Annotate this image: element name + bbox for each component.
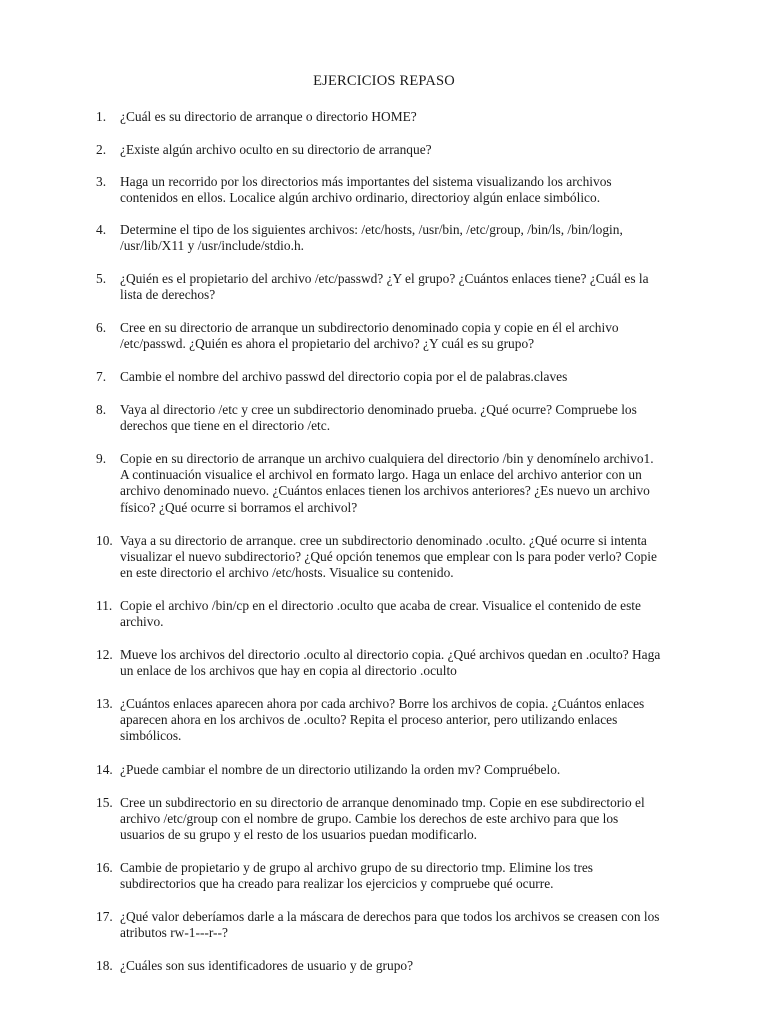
- exercise-item-18: [96, 958, 696, 974]
- exercise-number: 9.: [96, 451, 107, 466]
- exercise-text: ¿Existe algún archivo oculto en su directorio de arranque?: [120, 142, 432, 157]
- exercise-text: Haga un recorrido por los directorios más importantes del sistema visualizando los archivos contenidos en ellos. Localice algún archivo ordinario, directorioy algún enlace simbólico.: [120, 174, 612, 206]
- exercise-number: 6.: [96, 320, 107, 335]
- exercise-text: ¿Qué valor deberíamos darle a la máscara de derechos para que todos los archivos se creasen con los atributos rw-1---r--?: [120, 909, 660, 941]
- exercise-text: ¿Cuáles son sus identificadores de usuario y de grupo?: [120, 958, 414, 973]
- exercise-text: ¿Cuál es su directorio de arranque o directorio HOME?: [120, 109, 417, 124]
- exercise-item-11: [96, 598, 696, 630]
- exercise-text: Cambie de propietario y de grupo al archivo grupo de su directorio tmp. Elimine los tres subdirectorios que ha creado para realizar los ejercicios y compruebe qué ocurre.: [120, 860, 594, 892]
- exercise-item-5: [96, 271, 696, 303]
- exercise-item-10: [96, 533, 696, 582]
- exercise-number: 18.: [96, 958, 113, 973]
- exercise-number: 11.: [96, 598, 113, 613]
- exercise-text: Copie el archivo /bin/cp en el directorio .oculto que acaba de crear. Visualice el contenido de este archivo.: [120, 598, 641, 630]
- exercise-text: Vaya al directorio /etc y cree un subdirectorio denominado prueba. ¿Qué ocurre? Compruebe los derechos que tiene en el directorio /etc.: [120, 402, 637, 434]
- exercise-item-15: [96, 795, 696, 844]
- exercise-item-12: [96, 647, 696, 679]
- exercise-number: 13.: [96, 696, 113, 711]
- exercise-text: Vaya a su directorio de arranque. cree un subdirectorio denominado .oculto. ¿Qué ocurre si intenta visualizar el nuevo subdirectorio? ¿Qué opción tenemos que emplear con ls para poder verlo? Copie en este directorio el archivo /etc/hosts. Visualice su contenido.: [120, 533, 657, 581]
- exercise-item-6: [96, 320, 696, 352]
- exercise-number: 2.: [96, 142, 107, 157]
- exercise-item-8: [96, 402, 696, 434]
- exercise-text: ¿Puede cambiar el nombre de un directorio utilizando la orden mv? Compruébelo.: [120, 762, 561, 777]
- exercise-text: Determine el tipo de los siguientes archivos: /etc/hosts, /usr/bin, /etc/group, /bin/ls, /bin/login, /usr/lib/X11 y /usr/include/stdio.h.: [120, 222, 623, 254]
- exercise-item-7: [96, 369, 696, 385]
- exercise-number: 15.: [96, 795, 113, 810]
- exercise-text: ¿Cuántos enlaces aparecen ahora por cada archivo? Borre los archivos de copia. ¿Cuántos enlaces aparecen ahora en los archivos de .oculto? Repita el proceso anterior, pero utilizando enlaces simbólicos.: [120, 696, 645, 744]
- exercise-text: Mueve los archivos del directorio .oculto al directorio copia. ¿Qué archivos quedan en .oculto? Haga un enlace de los archivos que hay en copia al directorio .oculto: [120, 647, 661, 679]
- exercise-item-13: [96, 696, 696, 745]
- exercise-item-17: [96, 909, 696, 941]
- exercise-number: 7.: [96, 369, 107, 384]
- exercise-text: Cree un subdirectorio en su directorio de arranque denominado tmp. Copie en ese subdirectorio el archivo /etc/group con el nombre de grupo. Cambie los derechos de este archivo para que los usuarios de su grupo y el resto de los usuarios puedan modificarlo.: [120, 795, 645, 843]
- exercise-text: Copie en su directorio de arranque un archivo cualquiera del directorio /bin y denomínelo archivo1. A continuación visualice el archivol en formato largo. Haga un enlace del archivo anterior con un archivo denominado nuevo. ¿Cuántos enlaces tienen los archivos anteriores? ¿Es nuevo un archivo físico? ¿Qué ocurre si borramos el archivol?: [120, 451, 654, 515]
- exercise-text: Cambie el nombre del archivo passwd del directorio copia por el de palabras.claves: [120, 369, 568, 384]
- exercise-number: 12.: [96, 647, 113, 662]
- exercise-item-9: [96, 451, 696, 516]
- exercise-number: 10.: [96, 533, 113, 548]
- exercise-text: ¿Quién es el propietario del archivo /etc/passwd? ¿Y el grupo? ¿Cuántos enlaces tiene? ¿Cuál es la lista de derechos?: [120, 271, 649, 303]
- exercise-number: 16.: [96, 860, 113, 875]
- exercise-number: 4.: [96, 222, 107, 237]
- exercise-number: 3.: [96, 174, 107, 189]
- exercise-item-16: [96, 860, 696, 892]
- exercise-item-2: [96, 142, 696, 158]
- exercise-number: 1.: [96, 109, 107, 124]
- document-title: EJERCICIOS REPASO: [313, 73, 455, 89]
- exercise-number: 8.: [96, 402, 107, 417]
- exercise-item-14: [96, 762, 696, 778]
- exercise-text: Cree en su directorio de arranque un subdirectorio denominado copia y copie en él el archivo /etc/passwd. ¿Quién es ahora el propietario del archivo? ¿Y cuál es su grupo?: [120, 320, 619, 352]
- exercise-item-1: [96, 109, 696, 125]
- exercise-number: 14.: [96, 762, 113, 777]
- exercise-number: 5.: [96, 271, 107, 286]
- exercise-item-4: [96, 222, 696, 254]
- exercise-number: 17.: [96, 909, 113, 924]
- exercise-item-3: [96, 174, 696, 206]
